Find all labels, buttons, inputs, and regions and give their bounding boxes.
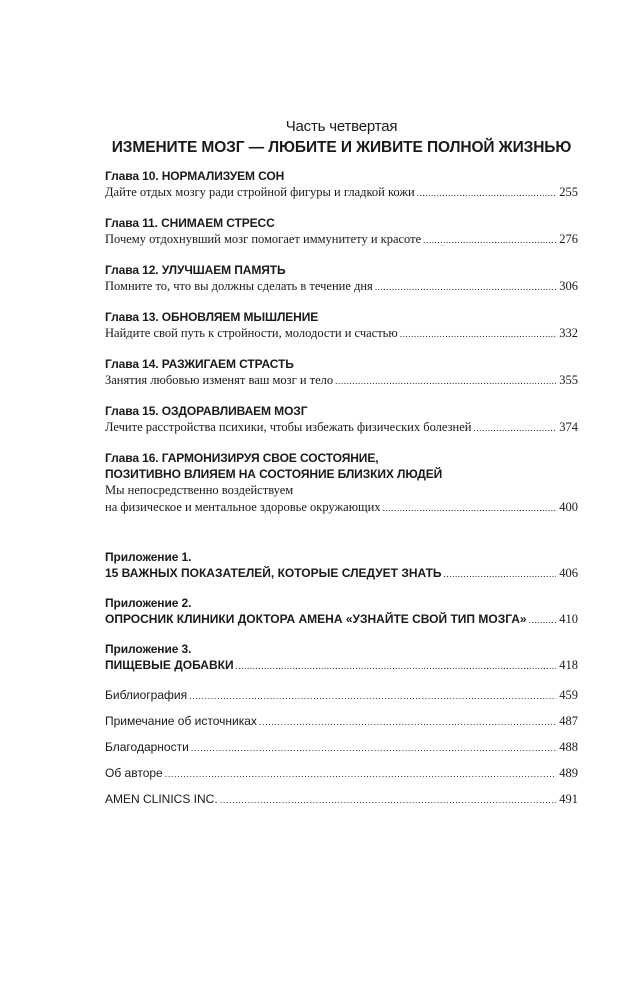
dot-leader [444,566,557,583]
toc-entry-amen-clinics [105,791,578,808]
part-label: Часть четвертая [285,118,398,135]
appendix-title: ПИЩЕВЫЕ ДОБАВКИ [105,658,234,672]
chapter-heading-line-1: Глава 16. ГАРМОНИЗИРУЯ СВОЕ СОСТОЯНИЕ, [105,451,379,465]
toc-entry-sources-note [105,713,578,730]
chapter-subtitle: Занятия любовью изменят ваш мозг и тело [105,373,334,387]
appendix-line [105,611,578,629]
page-number: 355 [559,373,578,387]
page-number: 489 [559,766,578,780]
chapter-subtitle: Дайте отдых мозгу ради стройной фигуры и гладкой кожи [105,185,415,199]
chapter-line [105,499,578,517]
toc-page [105,118,578,817]
toc-entry-chapter-15 [105,403,578,437]
entry-label: Об авторе [105,766,163,780]
appendix-title: 15 ВАЖНЫХ ПОКАЗАТЕЛЕЙ, КОТОРЫЕ СЛЕДУЕТ ЗНАТЬ [105,566,442,580]
chapter-heading-line-2: ПОЗИТИВНО ВЛИЯЕМ НА СОСТОЯНИЕ БЛИЗКИХ ЛЮДЕЙ [105,467,443,481]
dot-leader [375,279,556,296]
chapter-subtitle-line-1: Мы непосредственно воздействуем [105,483,294,497]
dot-leader [191,740,556,756]
toc-entry-appendix-2 [105,595,578,629]
dot-leader [423,232,556,249]
page-number: 332 [559,326,578,340]
appendix-title: ОПРОСНИК КЛИНИКИ ДОКТОРА АМЕНА «УЗНАЙТЕ СВОЙ ТИП МОЗГА» [105,612,527,626]
appendix-label: Приложение 2. [105,596,192,610]
toc-entry-chapter-10 [105,168,578,202]
dot-leader [529,612,557,629]
chapter-heading: Глава 12. УЛУЧШАЕМ ПАМЯТЬ [105,263,286,277]
appendix-label: Приложение 1. [105,550,192,564]
toc-back-matter [105,687,578,808]
chapter-subtitle-line-2: на физическое и ментальное здоровье окружающих [105,500,381,514]
page-number: 488 [559,740,578,754]
chapter-line [105,278,578,296]
chapter-subtitle: Почему отдохнувший мозг помогает иммунитету и красоте [105,232,422,246]
toc-entry-chapter-11 [105,215,578,249]
dot-leader [400,326,557,343]
dot-leader [335,373,556,390]
page-number: 406 [559,566,578,580]
chapter-line [105,231,578,249]
toc-entry-chapter-16 [105,450,578,517]
dot-leader [383,500,557,517]
page-number: 410 [559,612,578,626]
chapter-heading: Глава 15. ОЗДОРАВЛИВАЕМ МОЗГ [105,404,308,418]
toc-entry-chapter-14 [105,356,578,390]
appendix-label: Приложение 3. [105,642,192,656]
chapter-subtitle: Найдите свой путь к стройности, молодости и счастью [105,326,398,340]
chapter-line [105,372,578,390]
entry-label: Библиография [105,688,188,702]
chapter-subtitle: Помните то, что вы должны сделать в течение дня [105,279,373,293]
toc-entry-appendix-1 [105,549,578,583]
chapter-subtitle: Лечите расстройства психики, чтобы избежать физических болезней [105,420,472,434]
dot-leader [473,420,556,437]
page-number: 306 [559,279,578,293]
page-number: 418 [559,658,578,672]
chapter-heading: Глава 11. СНИМАЕМ СТРЕСС [105,216,275,230]
entry-label: Благодарности [105,740,189,754]
chapter-line [105,419,578,437]
page-number: 487 [559,714,578,728]
dot-leader [259,714,556,730]
toc-entry-chapter-13 [105,309,578,343]
dot-leader [165,766,557,782]
entry-label: AMEN CLINICS INC. [105,792,218,806]
toc-entry-bibliography [105,687,578,704]
chapter-line [105,325,578,343]
toc-entry-acknowledgements [105,739,578,756]
dot-leader [220,792,557,808]
toc-entry-appendix-3 [105,641,578,675]
page-number: 276 [559,232,578,246]
appendix-line [105,565,578,583]
chapter-line [105,184,578,202]
chapter-heading: Глава 10. НОРМАЛИЗУЕМ СОН [105,169,285,183]
part-title: ИЗМЕНИТЕ МОЗГ — ЛЮБИТЕ И ЖИВИТЕ ПОЛНОЙ ЖИЗНЬЮ [111,139,572,156]
appendix-line [105,657,578,675]
page-number: 459 [559,688,578,702]
toc-entry-about-author [105,765,578,782]
toc-entry-chapter-12 [105,262,578,296]
page-number: 374 [559,420,578,434]
chapter-heading: Глава 13. ОБНОВЛЯЕМ МЫШЛЕНИЕ [105,310,319,324]
dot-leader [417,185,557,202]
chapter-heading: Глава 14. РАЗЖИГАЕМ СТРАСТЬ [105,357,294,371]
page-number: 400 [559,500,578,514]
toc-appendices [105,549,578,675]
page-number: 255 [559,185,578,199]
dot-leader [236,658,557,675]
entry-label: Примечание об источниках [105,714,257,728]
toc-chapters [105,168,578,517]
dot-leader [189,688,556,704]
page-number: 491 [559,792,578,806]
